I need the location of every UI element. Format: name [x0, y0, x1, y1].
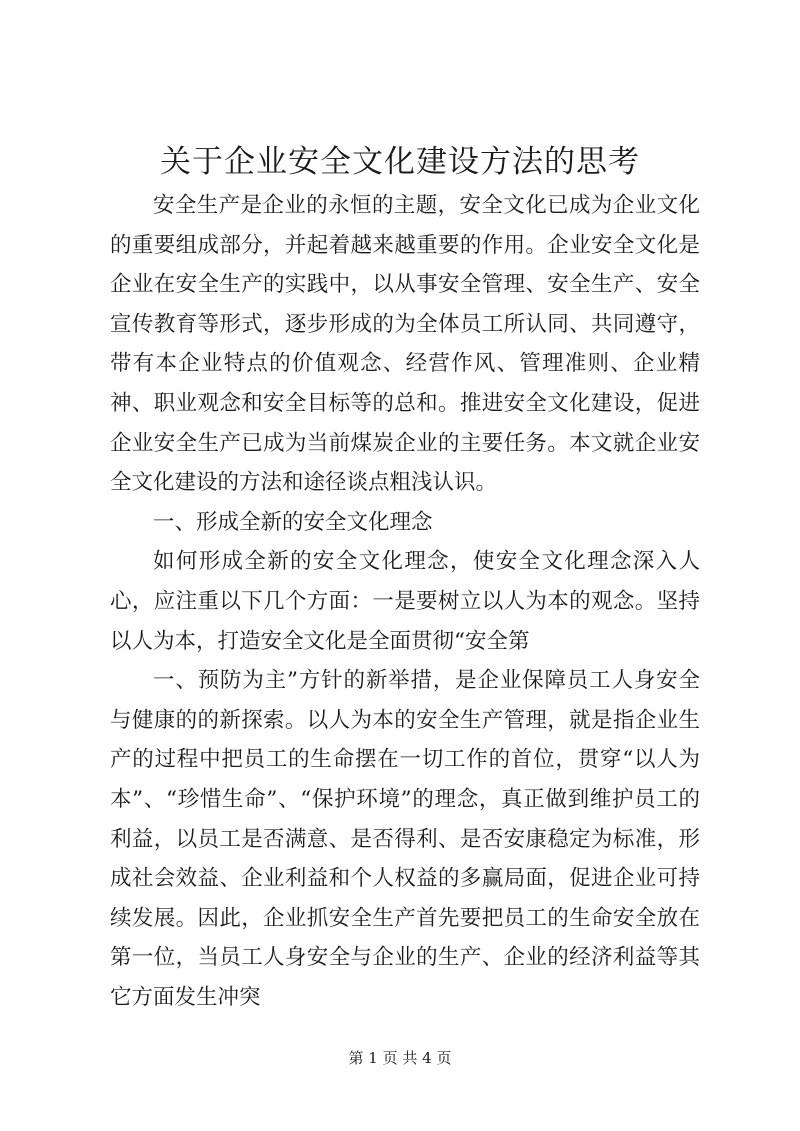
page-footer: 第 1 页 共 4 页: [348, 1049, 452, 1067]
paragraph-section-1-cont: 一、预防为主”方针的新举措，是企业保障员工人身安全与健康的的新探索。以人为本的安全生产管理，就是指企业生产的过程中把员工的生命摆在一切工作的首位，贯穿“以人为本”、“珍惜生命”、“保护环境”的理念，真正做到维护员工的利益，以员工是否满意、是否得利、是否安康稳定为标准，形成社会效益、企业利益和个人权益的多赢局面，促进企业可持续发展。因此，企业抓安全生产首先要把员工的生命安全放在第一位，当员工人身安全与企业的生产、企业的经济利益等其它方面发生冲突: [110, 668, 700, 1010]
document-title: 关于企业安全文化建设方法的思考: [160, 144, 640, 180]
paragraph-intro: 安全生产是企业的永恒的主题，安全文化已成为企业文化的重要组成部分，并起着越来越重要的作用。企业安全文化是企业在安全生产的实践中，以从事安全管理、安全生产、安全宣传教育等形式，逐步形成的为全体员工所认同、共同遵守，带有本企业特点的价值观念、经营作风、管理准则、企业精神、职业观念和安全目标等的总和。推进安全文化建设，促进企业安全生产已成为当前煤炭企业的主要任务。本文就企业安全文化建设的方法和途径谈点粗浅认识。: [110, 193, 700, 496]
document-body: [110, 186, 700, 1017]
section-heading-1: 一、形成全新的安全文化理念: [153, 509, 433, 535]
paragraph-section-1: 如何形成全新的安全文化理念，使安全文化理念深入人心，应注重以下几个方面：一是要树立以人为本的观念。坚持以人为本，打造安全文化是全面贯彻“安全第: [110, 549, 700, 654]
